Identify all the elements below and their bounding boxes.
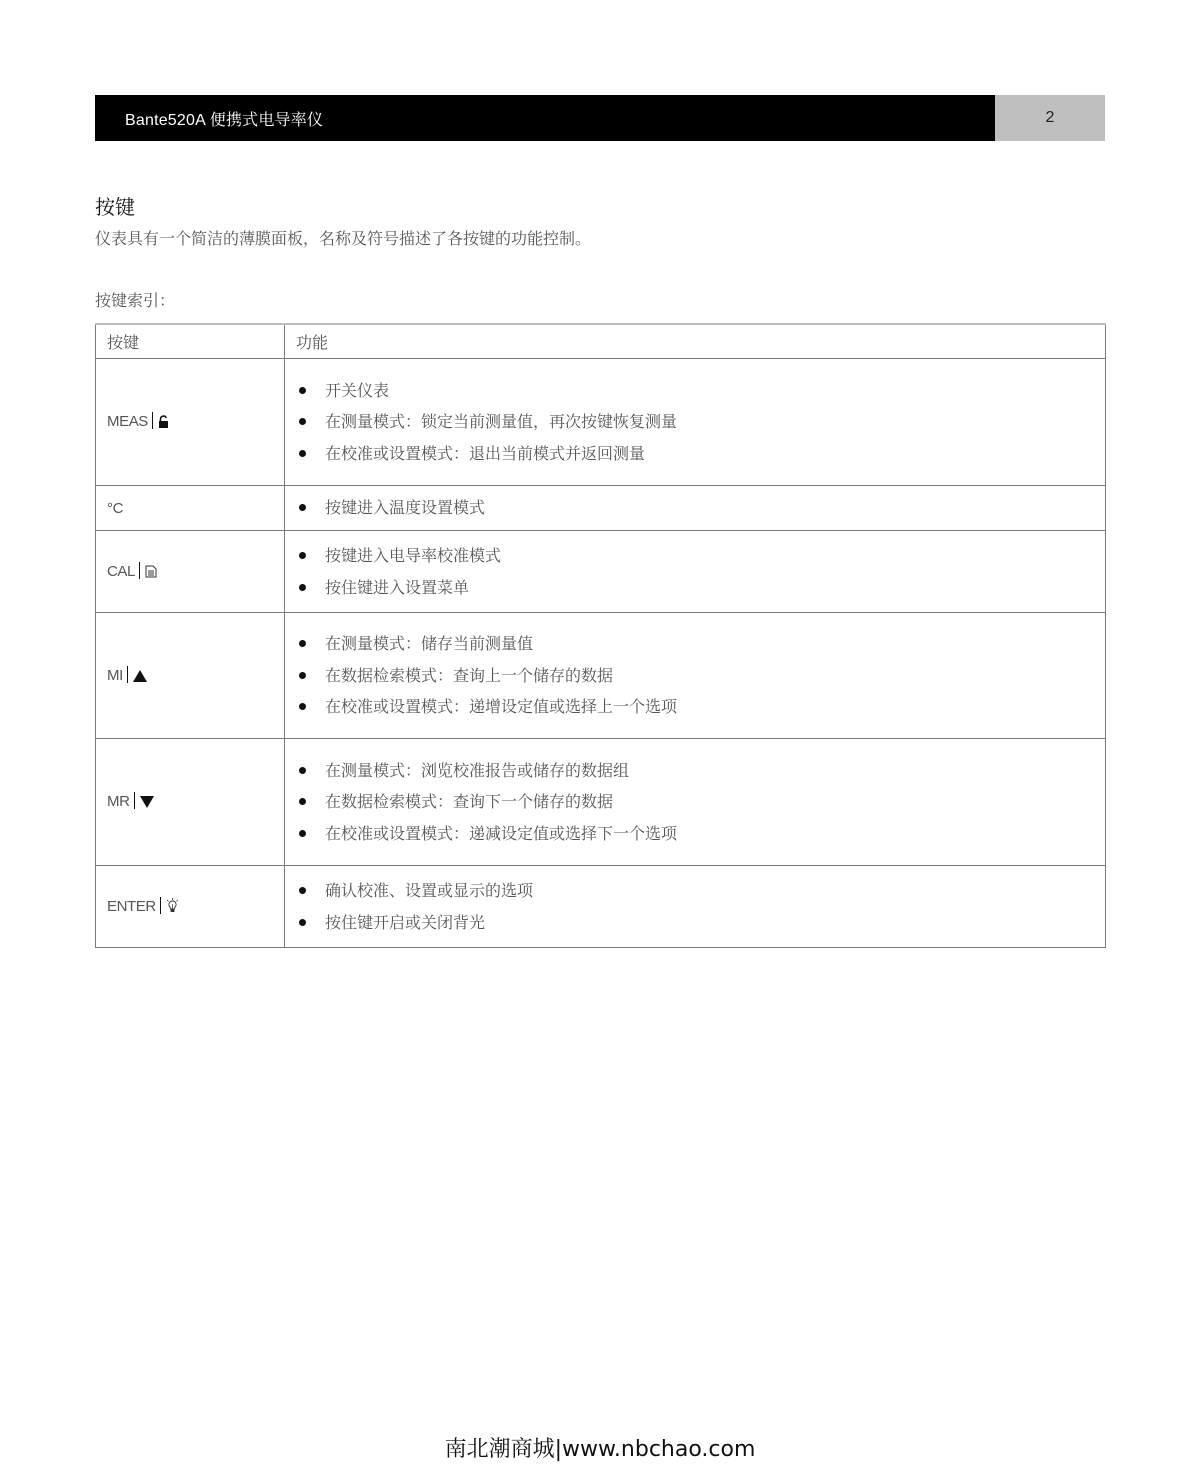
column-header-function: 功能	[285, 324, 1106, 359]
function-item: 在测量模式：储存当前测量值	[296, 628, 1105, 660]
separator	[134, 792, 135, 809]
function-item: 在测量模式：浏览校准报告或储存的数据组	[296, 755, 1105, 787]
section-title: 按键	[95, 195, 135, 219]
function-item: 按键进入温度设置模式	[296, 492, 1105, 524]
function-cell	[285, 531, 1106, 613]
separator	[152, 412, 153, 429]
function-cell	[285, 359, 1106, 486]
table-row	[96, 486, 1106, 531]
table-row	[96, 531, 1106, 613]
function-item: 按住键进入设置菜单	[296, 572, 1105, 604]
table-row	[96, 359, 1106, 486]
function-item: 在校准或设置模式：递增设定值或选择上一个选项	[296, 691, 1105, 723]
key-label: MI	[107, 666, 123, 684]
lock-icon	[158, 415, 169, 432]
table-header-row	[96, 324, 1106, 359]
function-cell	[285, 613, 1106, 739]
table-row	[96, 739, 1106, 866]
function-item: 按住键开启或关闭背光	[296, 907, 1105, 939]
separator	[160, 897, 161, 914]
key-cell	[96, 613, 285, 739]
function-item: 在测量模式：锁定当前测量值，再次按键恢复测量	[296, 406, 1105, 438]
key-cell	[96, 359, 285, 486]
key-cell	[96, 486, 285, 531]
function-item: 按键进入电导率校准模式	[296, 540, 1105, 572]
page-number: 2	[995, 95, 1105, 141]
function-item: 在校准或设置模式：退出当前模式并返回测量	[296, 438, 1105, 470]
triangle-up-icon	[133, 669, 147, 686]
key-label: °C	[107, 499, 124, 517]
function-item: 确认校准、设置或显示的选项	[296, 875, 1105, 907]
key-label: CAL	[107, 562, 135, 580]
function-cell	[285, 866, 1106, 948]
separator	[127, 666, 128, 683]
key-index-label: 按键索引：	[95, 291, 176, 310]
table-row	[96, 866, 1106, 948]
page-header	[95, 95, 1105, 141]
function-item: 在数据检索模式：查询上一个储存的数据	[296, 660, 1105, 692]
key-function-table	[95, 323, 1106, 948]
section-intro: 仪表具有一个简洁的薄膜面板，名称及符号描述了各按键的功能控制。	[95, 229, 592, 248]
function-cell	[285, 739, 1106, 866]
document-icon	[145, 565, 157, 582]
document-title: Bante520A 便携式电导率仪	[95, 95, 995, 141]
triangle-down-icon	[140, 795, 154, 812]
key-cell	[96, 866, 285, 948]
key-label: MR	[107, 793, 130, 810]
function-item: 在校准或设置模式：递减设定值或选择下一个选项	[296, 818, 1105, 850]
key-label: ENTER	[107, 897, 156, 915]
key-cell	[96, 739, 285, 866]
column-header-key: 按键	[96, 324, 285, 359]
footer-watermark: 南北潮商城|www.nbchao.com	[444, 1437, 756, 1462]
table-row	[96, 613, 1106, 739]
function-item: 在数据检索模式：查询下一个储存的数据	[296, 786, 1105, 818]
lightbulb-icon	[166, 898, 179, 917]
key-label: MEAS	[107, 413, 148, 430]
separator	[139, 562, 140, 579]
function-item: 开关仪表	[296, 375, 1105, 407]
key-cell	[96, 531, 285, 613]
function-cell	[285, 486, 1106, 531]
